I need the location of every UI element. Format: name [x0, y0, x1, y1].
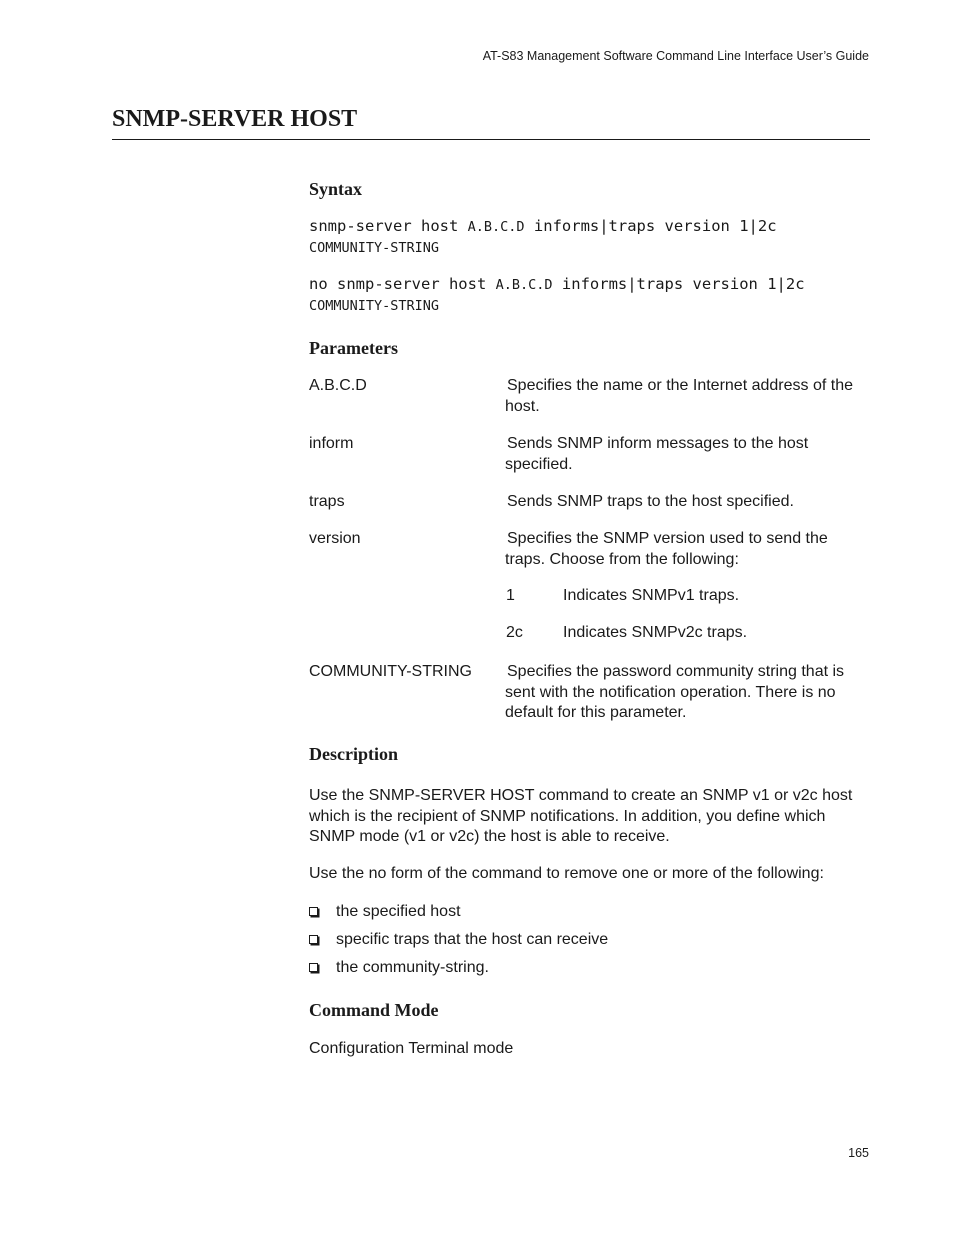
- parameter-description: Specifies the password community string that is sent with the notification operation. There is no default for this parameter.: [505, 663, 845, 721]
- list-item-text: the specified host: [336, 903, 461, 920]
- list-item-text: the community-string.: [336, 959, 489, 976]
- syntax-rest: informs|traps version 1|2c: [533, 217, 777, 235]
- checkbox-bullet-icon: [309, 907, 318, 916]
- command-mode-value: Configuration Terminal mode: [309, 1040, 514, 1057]
- page-number: 165: [848, 1146, 869, 1160]
- parameter-description: Specifies the SNMP version used to send the traps. Choose from the following:: [505, 530, 828, 568]
- title-rule: [112, 139, 870, 140]
- parameter-name: COMMUNITY-STRING: [309, 663, 472, 680]
- list-item-text: specific traps that the host can receive: [336, 931, 609, 948]
- parameter-description: Specifies the name or the Internet address of the host.: [505, 377, 853, 415]
- parameters-heading: Parameters: [309, 338, 398, 358]
- description-paragraph: Use the no form of the command to remove one or more of the following:: [309, 865, 824, 882]
- syntax-arg: A.B.C.D: [495, 277, 553, 293]
- syntax-continuation: COMMUNITY-STRING: [309, 240, 440, 256]
- syntax-continuation: COMMUNITY-STRING: [309, 298, 440, 314]
- syntax-line-2: [309, 274, 869, 317]
- syntax-arg: A.B.C.D: [467, 219, 525, 235]
- parameter-name: traps: [309, 493, 345, 510]
- parameter-name: version: [309, 530, 361, 547]
- syntax-command: no snmp-server host: [309, 275, 487, 293]
- page-title: SNMP-SERVER HOST: [112, 106, 358, 132]
- running-header: AT-S83 Management Software Command Line Interface User’s Guide: [482, 49, 869, 63]
- syntax-command: snmp-server host: [309, 217, 459, 235]
- syntax-heading: Syntax: [309, 179, 363, 199]
- checkbox-bullet-icon: [309, 963, 318, 972]
- version-option-value: 1: [506, 587, 515, 604]
- version-option-value: 2c: [506, 624, 523, 641]
- syntax-rest: informs|traps version 1|2c: [561, 275, 805, 293]
- parameter-description: Sends SNMP inform messages to the host specified.: [505, 435, 809, 473]
- version-option-description: Indicates SNMPv1 traps.: [563, 587, 740, 604]
- syntax-line-1: [309, 216, 869, 259]
- parameter-description: Sends SNMP traps to the host specified.: [507, 493, 794, 510]
- checkbox-bullet-icon: [309, 935, 318, 944]
- command-mode-heading: Command Mode: [309, 1000, 439, 1020]
- version-option-description: Indicates SNMPv2c traps.: [563, 624, 748, 641]
- description-heading: Description: [309, 744, 398, 764]
- description-paragraph: Use the SNMP-SERVER HOST command to create an SNMP v1 or v2c host which is the recipient of SNMP notifications. In addition, you define which SNMP mode (v1 or v2c) the host is able to receive.: [309, 787, 853, 845]
- parameter-name: A.B.C.D: [309, 377, 367, 394]
- parameter-name: inform: [309, 435, 354, 452]
